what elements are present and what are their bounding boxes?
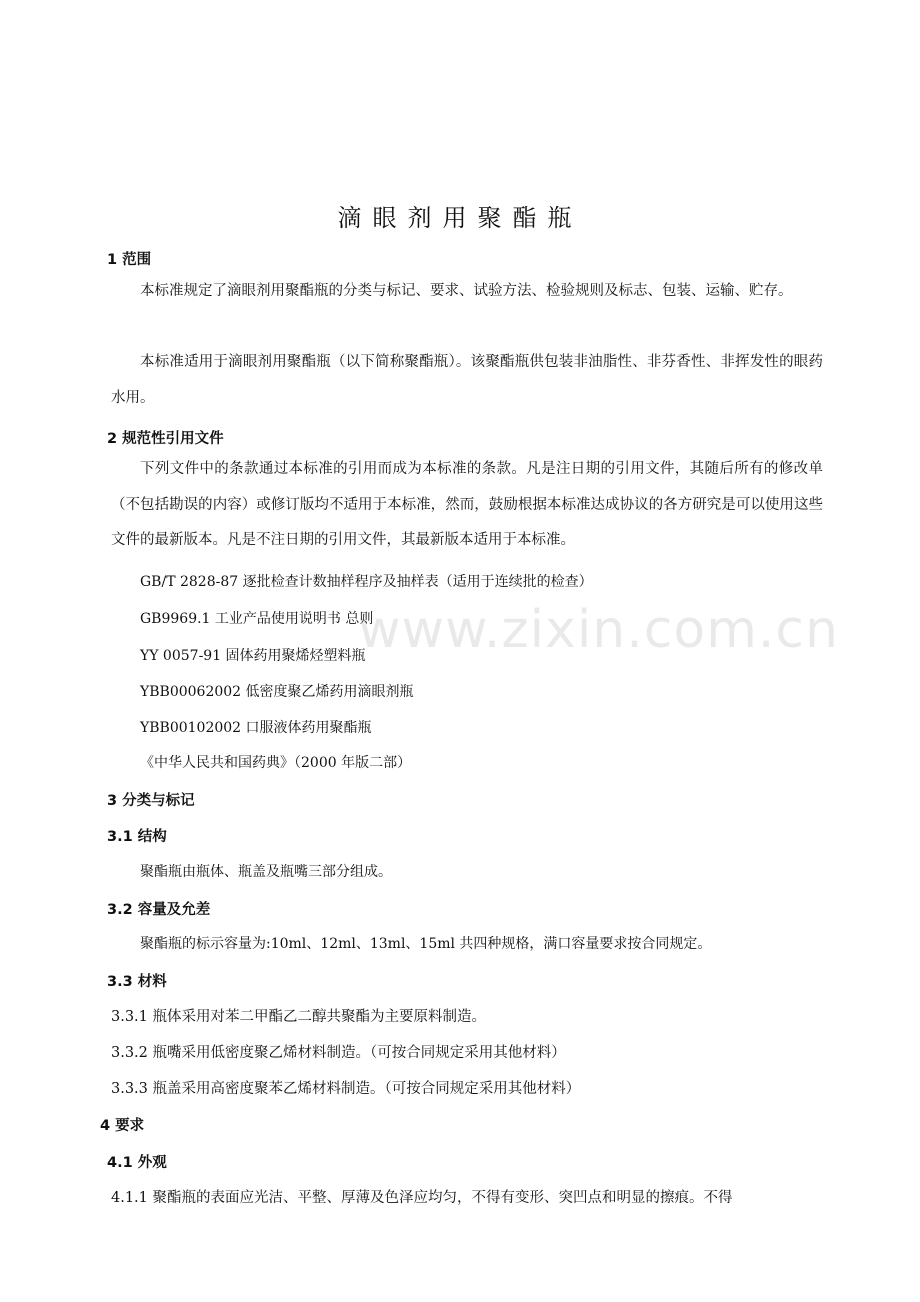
section-3-1-heading: 3.1 结构 xyxy=(107,829,167,845)
section-3-2-heading: 3.2 容量及允差 xyxy=(107,902,211,918)
reference-item: GB9969.1 工业产品使用说明书 总则 xyxy=(140,611,374,627)
section-4-1-1: 4.1.1 聚酯瓶的表面应光洁、平整、厚薄及色泽应均匀，不得有变形、突凹点和明显的擦痕。不得 xyxy=(111,1190,733,1206)
section-3-3-2: 3.3.2 瓶嘴采用低密度聚乙烯材料制造。（可按合同规定采用其他材料） xyxy=(111,1045,566,1061)
reference-item: YBB00062002 低密度聚乙烯药用滴眼剂瓶 xyxy=(140,684,414,700)
reference-item: 《中华人民共和国药典》（2000 年版二部） xyxy=(140,755,412,771)
section-3-3-3: 3.3.3 瓶盖采用高密度聚苯乙烯材料制造。（可按合同规定采用其他材料） xyxy=(111,1081,581,1097)
section-3-3-heading: 3.3 材料 xyxy=(107,974,167,990)
section-1-paragraph-2: 本标准适用于滴眼剂用聚酯瓶（以下简称聚酯瓶）。该聚酯瓶供包装非油脂性、非芬香性、非挥发性的眼药水用。 xyxy=(111,354,823,406)
section-3-heading: 3 分类与标记 xyxy=(107,793,195,809)
section-3-1-text: 聚酯瓶由瓶体、瓶盖及瓶嘴三部分组成。 xyxy=(140,864,392,880)
section-2-heading: 2 规范性引用文件 xyxy=(107,431,224,447)
section-3-3-1: 3.3.1 瓶体采用对苯二甲酯乙二醇共聚酯为主要原料制造。 xyxy=(111,1009,487,1025)
section-1-paragraph-1: 本标准规定了滴眼剂用聚酯瓶的分类与标记、要求、试验方法、检验规则及标志、包装、运输、贮存。 xyxy=(140,283,793,299)
document-title: 滴眼剂用聚酯瓶 xyxy=(337,204,583,232)
watermark: www.zixin.com.cn xyxy=(358,600,839,660)
section-2-paragraph-1: 下列文件中的条款通过本标准的引用而成为本标准的条款。凡是注日期的引用文件，其随后所有的修改单（不包括勘误的内容）或修订版均不适用于本标准，然而，鼓励根据本标准达成协议的各方研究是可以使用这些文件的最新版本。凡是不注日期的引用文件，其最新版本适用于本标准。 xyxy=(111,461,823,548)
reference-item: YBB00102002 口服液体药用聚酯瓶 xyxy=(140,720,372,736)
reference-item: GB/T 2828-87 逐批检查计数抽样程序及抽样表（适用于连续批的检查） xyxy=(140,574,593,590)
section-3-2-text: 聚酯瓶的标示容量为:10ml、12ml、13ml、15ml 共四种规格，满口容量要求按合同规定。 xyxy=(140,936,712,952)
section-4-1-heading: 4.1 外观 xyxy=(107,1155,167,1171)
section-1-heading: 1 范围 xyxy=(107,252,152,268)
reference-item: YY 0057-91 固体药用聚烯烃塑料瓶 xyxy=(140,648,366,664)
section-4-heading: 4 要求 xyxy=(100,1118,145,1134)
